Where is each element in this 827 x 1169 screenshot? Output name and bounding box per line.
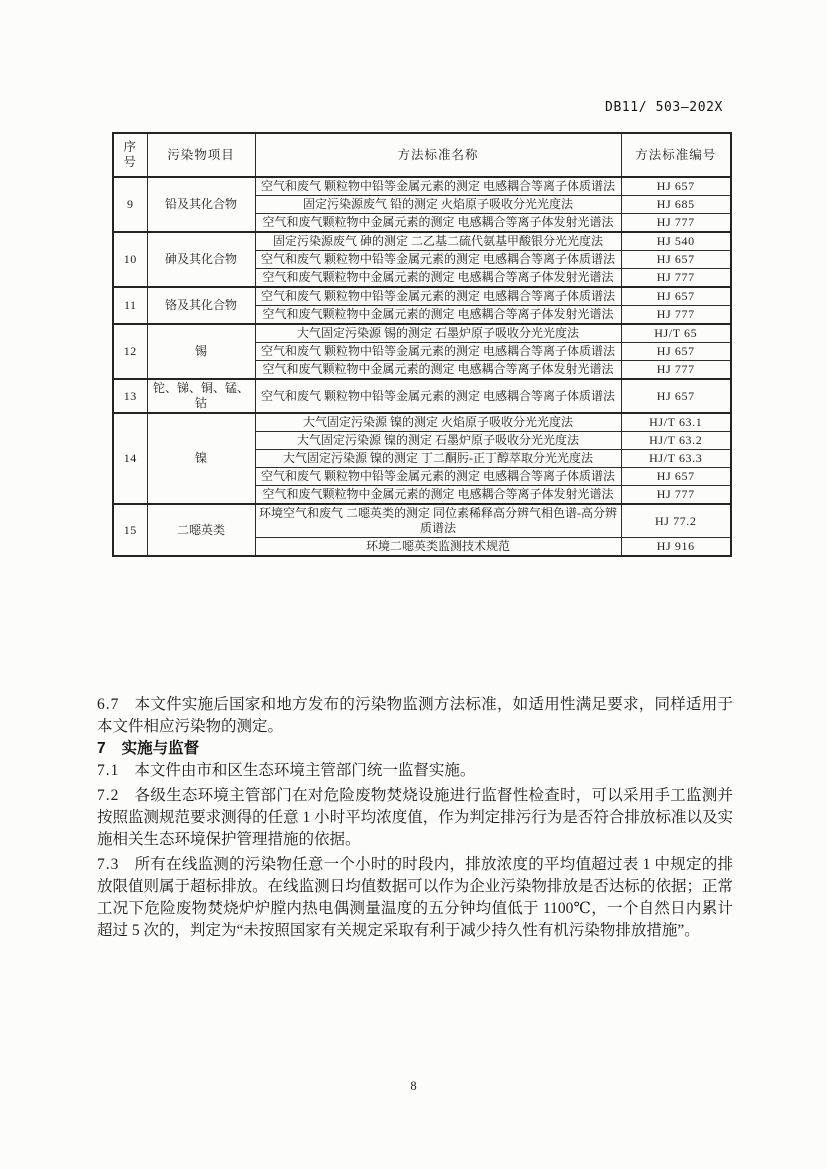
row-number-cell: 11	[113, 287, 147, 324]
table-header-row	[113, 133, 731, 177]
method-code-cell: HJ 657	[621, 251, 731, 269]
method-code-cell: HJ 685	[621, 196, 731, 214]
pollutant-cell: 锡	[147, 324, 255, 379]
method-name-cell: 空气和废气颗粒物中金属元素的测定 电感耦合等离子体发射光谱法	[255, 306, 621, 325]
method-name-cell: 大气固定污染源 镍的测定 丁二酮肟-正丁醇萃取分光光度法	[255, 450, 621, 468]
clause-text: 本文件实施后国家和地方发布的污染物监测方法标准，如适用性满足要求，同样适用于本文件相应污染物的测定。	[97, 696, 733, 735]
table-row	[113, 379, 731, 413]
method-name-cell: 空气和废气颗粒物中金属元素的测定 电感耦合等离子体发射光谱法	[255, 269, 621, 288]
method-code-cell: HJ/T 63.3	[621, 450, 731, 468]
table-row	[113, 287, 731, 306]
table-row	[113, 232, 731, 251]
method-code-cell: HJ 657	[621, 287, 731, 306]
column-header-method-code: 方法标准编号	[621, 133, 731, 177]
row-number-cell: 12	[113, 324, 147, 379]
paragraph-6-7	[97, 694, 733, 738]
method-code-cell: HJ 657	[621, 177, 731, 196]
method-name-cell: 空气和废气 颗粒物中铅等金属元素的测定 电感耦合等离子体质谱法	[255, 379, 621, 413]
method-code-cell: HJ 777	[621, 214, 731, 233]
method-name-cell: 环境空气和废气 二噁英类的测定 同位素稀释高分辨气相色谱-高分辨质谱法	[255, 504, 621, 538]
paragraph-7-3	[97, 854, 733, 942]
method-name-cell: 环境二噁英类监测技术规范	[255, 538, 621, 557]
paragraph-7-2	[97, 785, 733, 851]
body-text	[97, 694, 733, 942]
method-code-cell: HJ 777	[621, 361, 731, 380]
clause-text: 所有在线监测的污染物任意一个小时的时段内，排放浓度的平均值超过表 1 中规定的排放限值则属于超标排放。在线监测日均值数据可以作为企业污染物排放是否达标的依据；正常工况下危险废物焚烧炉炉膛内热电偶测量温度的五分钟均值低于 1100℃，一个自然日内累计超过 5 次的，判定为“未按照国家有关规定采取有利于减少持久性有机污染物排放措施”。	[97, 856, 733, 939]
method-code-cell: HJ 657	[621, 343, 731, 361]
clause-text: 本文件由市和区生态环境主管部门统一监督实施。	[134, 762, 476, 779]
pollutant-cell: 铊、锑、铜、锰、钴	[147, 379, 255, 413]
row-number-cell: 13	[113, 379, 147, 413]
method-code-cell: HJ 777	[621, 486, 731, 505]
method-name-cell: 空气和废气 颗粒物中铅等金属元素的测定 电感耦合等离子体质谱法	[255, 251, 621, 269]
method-code-cell: HJ 657	[621, 379, 731, 413]
clause-number: 6.7	[97, 696, 120, 713]
section-number: 7	[97, 740, 106, 757]
pollutant-cell: 二噁英类	[147, 504, 255, 556]
section-7-heading	[97, 738, 733, 760]
method-name-cell: 大气固定污染源 镍的测定 石墨炉原子吸收分光光度法	[255, 432, 621, 450]
method-name-cell: 空气和废气 颗粒物中铅等金属元素的测定 电感耦合等离子体质谱法	[255, 177, 621, 196]
method-code-cell: HJ 657	[621, 468, 731, 486]
document-code: DB11/ 503—202X	[605, 100, 723, 115]
row-number-cell: 14	[113, 413, 147, 504]
method-code-cell: HJ 540	[621, 232, 731, 251]
method-name-cell: 大气固定污染源 镍的测定 火焰原子吸收分光光度法	[255, 413, 621, 432]
method-name-cell: 空气和废气颗粒物中金属元素的测定 电感耦合等离子体发射光谱法	[255, 486, 621, 505]
row-number-cell: 9	[113, 177, 147, 232]
table-row	[113, 177, 731, 196]
method-name-cell: 固定污染源废气 砷的测定 二乙基二硫代氨基甲酸银分光光度法	[255, 232, 621, 251]
method-code-cell: HJ/T 63.1	[621, 413, 731, 432]
pollutant-cell: 铬及其化合物	[147, 287, 255, 324]
method-code-cell: HJ/T 65	[621, 324, 731, 343]
pollutant-cell: 砷及其化合物	[147, 232, 255, 287]
pollutant-cell: 铅及其化合物	[147, 177, 255, 232]
method-name-cell: 空气和废气 颗粒物中铅等金属元素的测定 电感耦合等离子体质谱法	[255, 468, 621, 486]
clause-number: 7.3	[97, 856, 120, 873]
page-number: 8	[410, 1079, 417, 1093]
row-number-cell: 15	[113, 504, 147, 556]
pollutant-cell: 镍	[147, 413, 255, 504]
method-name-cell: 空气和废气 颗粒物中铅等金属元素的测定 电感耦合等离子体质谱法	[255, 343, 621, 361]
method-code-cell: HJ 77.2	[621, 504, 731, 538]
method-code-cell: HJ 777	[621, 269, 731, 288]
method-name-cell: 大气固定污染源 锡的测定 石墨炉原子吸收分光光度法	[255, 324, 621, 343]
method-code-cell: HJ/T 63.2	[621, 432, 731, 450]
column-header-no: 序号	[113, 133, 147, 177]
table-row	[113, 324, 731, 343]
column-header-method-name: 方法标准名称	[255, 133, 621, 177]
clause-number: 7.2	[97, 787, 120, 804]
method-code-cell: HJ 916	[621, 538, 731, 557]
clause-text: 各级生态环境主管部门在对危险废物焚烧设施进行监督性检查时，可以采用手工监测并按照监测规范要求测得的任意 1 小时平均浓度值，作为判定排污行为是否符合排放标准以及实施相关生态环境保护管理措施的依据。	[97, 787, 733, 848]
monitoring-methods-table	[112, 132, 732, 557]
method-name-cell: 空气和废气颗粒物中金属元素的测定 电感耦合等离子体发射光谱法	[255, 214, 621, 233]
method-name-cell: 空气和废气颗粒物中金属元素的测定 电感耦合等离子体发射光谱法	[255, 361, 621, 380]
section-title: 实施与监督	[121, 740, 200, 757]
table-row	[113, 413, 731, 432]
method-name-cell: 固定污染源废气 铅的测定 火焰原子吸收分光光度法	[255, 196, 621, 214]
paragraph-7-1	[97, 760, 733, 782]
column-header-pollutant: 污染物项目	[147, 133, 255, 177]
clause-number: 7.1	[97, 762, 120, 779]
row-number-cell: 10	[113, 232, 147, 287]
method-code-cell: HJ 777	[621, 306, 731, 325]
method-name-cell: 空气和废气 颗粒物中铅等金属元素的测定 电感耦合等离子体质谱法	[255, 287, 621, 306]
table-row	[113, 504, 731, 538]
